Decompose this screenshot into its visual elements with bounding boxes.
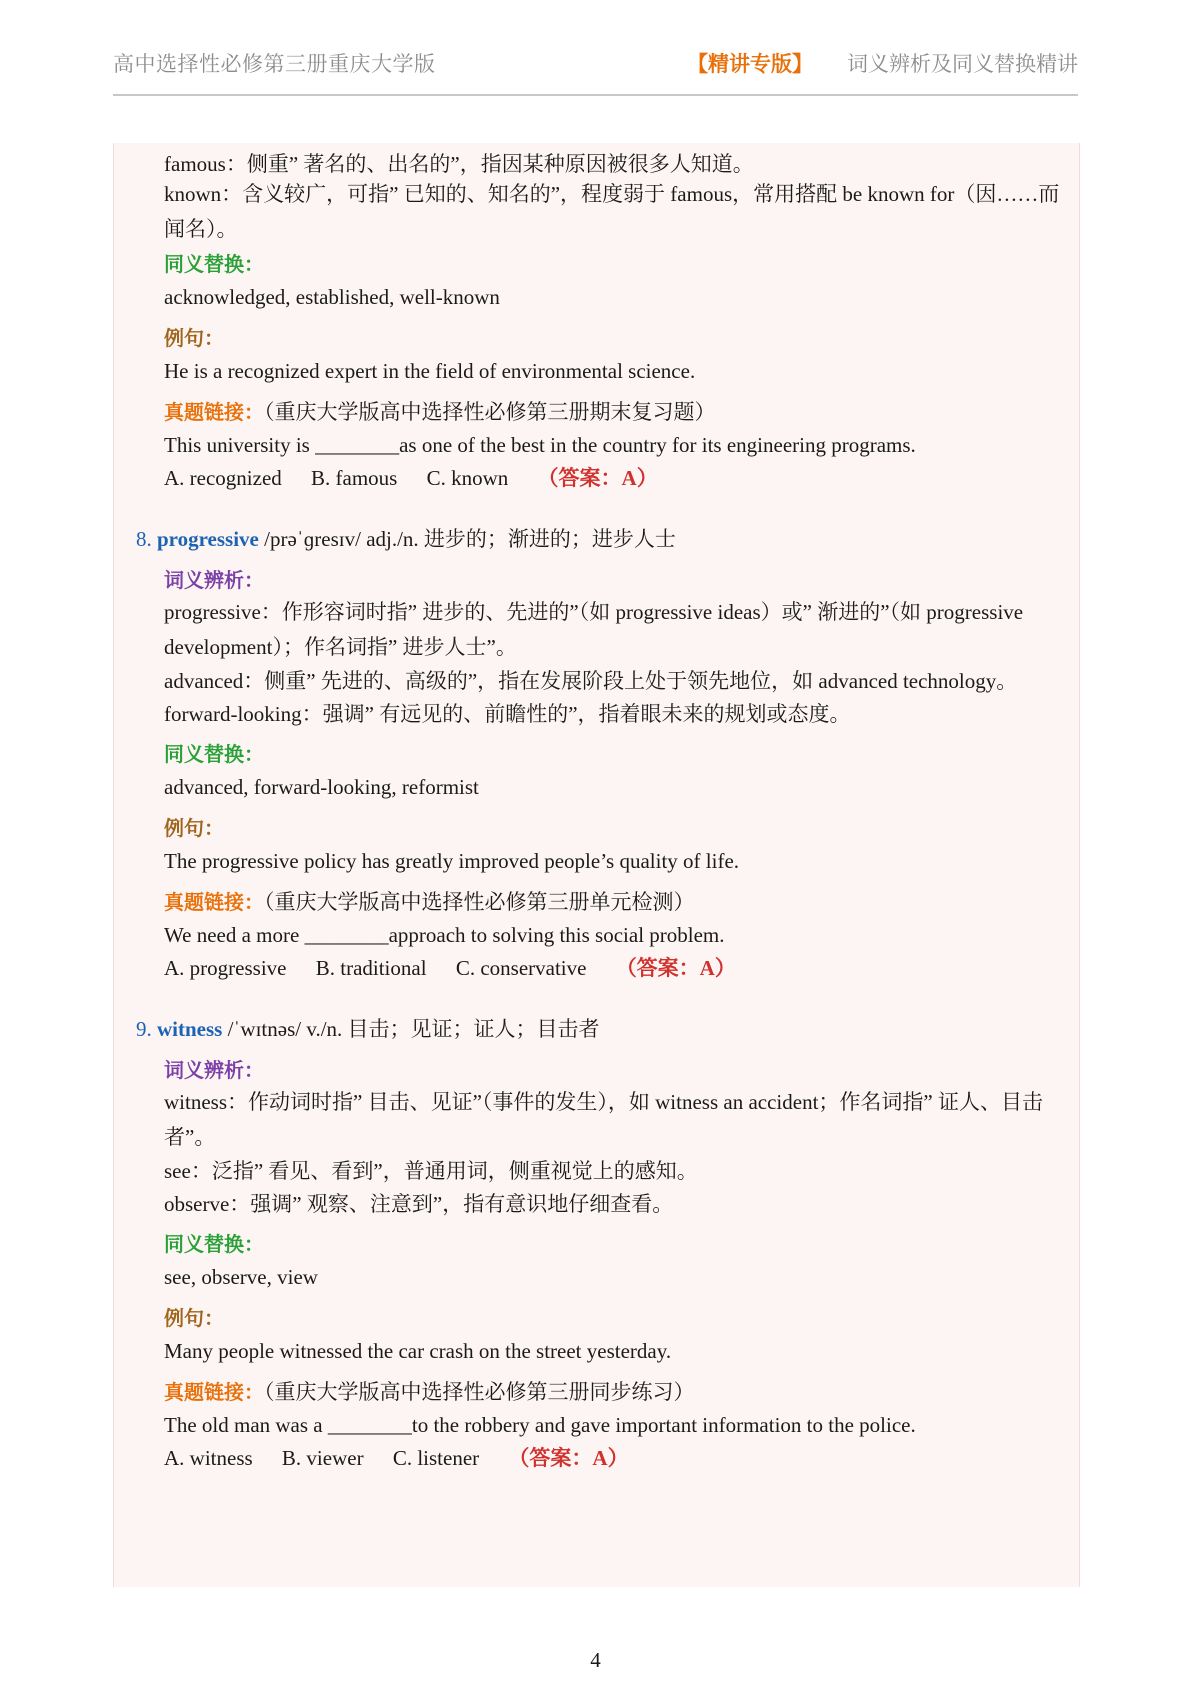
definition: /prəˈɡresɪv/ adj./n. 进步的；渐进的；进步人士 <box>258 527 676 551</box>
entry-heading <box>136 524 676 554</box>
option-c: C. known <box>426 466 509 490</box>
exam-options <box>164 463 1067 493</box>
book-title: 高中选择性必修第三册重庆大学版 <box>113 52 436 76</box>
answer: （答案：A） <box>615 956 736 980</box>
exam-question: The old man was a ________to the robbery and gave important information to the police. <box>164 1413 916 1437</box>
headword: progressive <box>157 527 259 551</box>
entry-heading <box>136 1014 600 1044</box>
option-a: A. progressive <box>164 956 287 980</box>
exam-link-label: 真题链接： <box>164 400 264 424</box>
example-label: 例句： <box>164 1306 224 1330</box>
option-b: B. viewer <box>281 1446 364 1470</box>
entry-number: 9. <box>136 1017 152 1041</box>
option-a: A. witness <box>164 1446 253 1470</box>
exam-link-label: 真题链接： <box>164 1380 264 1404</box>
content-panel <box>113 143 1080 1587</box>
example-sentence: Many people witnessed the car crash on the street yesterday. <box>164 1339 672 1363</box>
synonym-label: 同义替换： <box>164 742 264 766</box>
diff-progressive: progressive：作形容词时指” 进步的、先进的”（如 progressive ideas）或” 渐进的”（如 progressive development）；作名词指” 进步人士”。 <box>164 600 1024 659</box>
example-sentence: He is a recognized expert in the field of environmental science. <box>164 359 696 383</box>
example-label: 例句： <box>164 816 224 840</box>
synonym-list: acknowledged, established, well-known <box>164 285 500 309</box>
diff-forward-looking: forward-looking：强调” 有远见的、前瞻性的”，指着眼未来的规划或态度。 <box>164 702 851 726</box>
exam-source: （重庆大学版高中选择性必修第三册同步练习） <box>264 1380 695 1404</box>
synonym-list: see, observe, view <box>164 1265 318 1289</box>
exam-link-label: 真题链接： <box>164 890 264 914</box>
diff-observe: observe：强调” 观察、注意到”，指有意识地仔细查看。 <box>164 1192 674 1216</box>
option-b: B. famous <box>311 466 398 490</box>
exam-link <box>164 887 1067 917</box>
header-right <box>687 48 1078 78</box>
synonym-label: 同义替换： <box>164 252 264 276</box>
option-c: C. conservative <box>455 956 587 980</box>
section-title: 词义辨析及同义替换精讲 <box>847 52 1078 76</box>
synonym-list: advanced, forward-looking, reformist <box>164 775 479 799</box>
diff-famous: famous：侧重” 著名的、出名的”，指因某种原因被很多人知道。 <box>164 152 754 176</box>
option-b: B. traditional <box>315 956 427 980</box>
diff-known: known：含义较广，可指” 已知的、知名的”，程度弱于 famous，常用搭配 be known for（因……而闻名）。 <box>164 182 1060 241</box>
synonym-label: 同义替换： <box>164 1232 264 1256</box>
diff-advanced: advanced：侧重” 先进的、高级的”，指在发展阶段上处于领先地位，如 advanced technology。 <box>164 669 1018 693</box>
definition: /ˈwɪtnəs/ v./n. 目击；见证；证人；目击者 <box>222 1017 600 1041</box>
answer: （答案：A） <box>508 1446 629 1470</box>
diff-witness: witness：作动词时指” 目击、见证”（事件的发生），如 witness an accident；作名词指” 证人、目击者”。 <box>164 1090 1043 1149</box>
exam-options <box>164 953 1067 983</box>
diff-label: 词义辨析： <box>164 568 264 592</box>
exam-source: （重庆大学版高中选择性必修第三册单元检测） <box>264 890 695 914</box>
option-a: A. recognized <box>164 466 282 490</box>
headword: witness <box>157 1017 223 1041</box>
edition-tag: 【精讲专版】 <box>687 52 813 76</box>
diff-see: see：泛指” 看见、看到”，普通用词，侧重视觉上的感知。 <box>164 1159 698 1183</box>
exam-source: （重庆大学版高中选择性必修第三册期末复习题） <box>264 400 716 424</box>
diff-label: 词义辨析： <box>164 1058 264 1082</box>
exam-link <box>164 397 1067 427</box>
exam-link <box>164 1377 1067 1407</box>
entry-number: 8. <box>136 527 152 551</box>
example-label: 例句： <box>164 326 224 350</box>
example-sentence: The progressive policy has greatly improved people’s quality of life. <box>164 849 740 873</box>
option-c: C. listener <box>392 1446 480 1470</box>
exam-question: This university is ________as one of the best in the country for its engineering programs. <box>164 433 916 457</box>
page-number: 4 <box>590 1648 601 1672</box>
page-header <box>113 44 1078 96</box>
exam-options <box>164 1443 1067 1473</box>
exam-question: We need a more ________approach to solving this social problem. <box>164 923 725 947</box>
answer: （答案：A） <box>537 466 658 490</box>
